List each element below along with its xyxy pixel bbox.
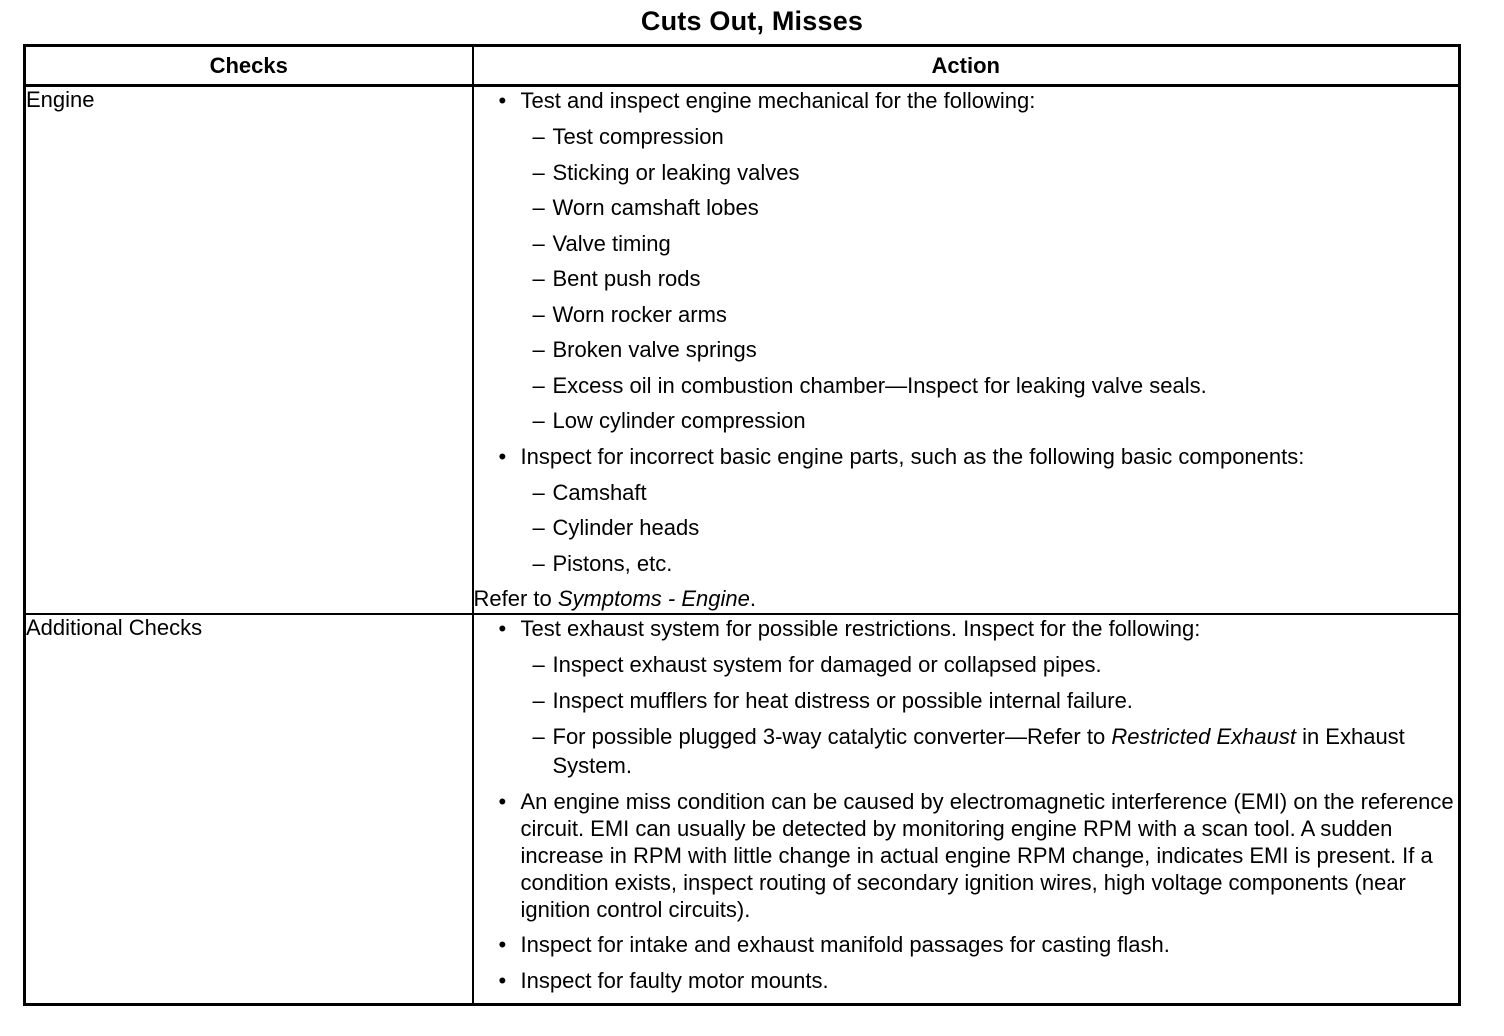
- action-bullet: • Test and inspect engine mechanical for the following:: [474, 87, 1459, 115]
- action-subitem: – Low cylinder compression: [474, 407, 1459, 435]
- action-subitem: – Bent push rods: [474, 265, 1459, 293]
- action-cell-additional: [473, 614, 1460, 1004]
- refer-note: [474, 585, 1459, 613]
- check-cell-engine: Engine: [25, 86, 473, 615]
- refer-link-symptoms-engine[interactable]: Symptoms - Engine: [557, 586, 750, 611]
- refer-suffix: .: [749, 586, 756, 611]
- subitem-prefix: For possible plugged 3-way catalytic converter—Refer to: [552, 724, 1112, 749]
- action-subitem: – Pistons, etc.: [474, 550, 1459, 578]
- action-subitem: – Test compression: [474, 123, 1459, 151]
- action-subitem: – Broken valve springs: [474, 336, 1459, 364]
- page-title: Cuts Out, Misses: [640, 6, 864, 36]
- action-bullet: • Test exhaust system for possible restrictions. Inspect for the following:: [474, 615, 1459, 643]
- diagnostic-table: [23, 44, 1461, 1006]
- column-header-checks: Checks: [25, 46, 473, 86]
- column-header-action: Action: [473, 46, 1460, 86]
- action-bullet: • Inspect for incorrect basic engine parts, such as the following basic components:: [474, 443, 1459, 471]
- subitem-suffix: in Exhaust System.: [552, 724, 1405, 778]
- table-row: [25, 86, 1460, 615]
- action-subitem: – Worn rocker arms: [474, 301, 1459, 329]
- action-subitem: – Camshaft: [474, 479, 1459, 507]
- action-bullet: • Inspect for faulty motor mounts.: [474, 967, 1459, 995]
- table-row: [25, 614, 1460, 1004]
- action-subitem: – Inspect mufflers for heat distress or possible internal failure.: [474, 687, 1459, 715]
- refer-link-restricted-exhaust[interactable]: Restricted Exhaust: [1111, 724, 1296, 749]
- action-subitem: – Cylinder heads: [474, 514, 1459, 542]
- action-subitem: – Valve timing: [474, 230, 1459, 258]
- action-subitem: – Worn camshaft lobes: [474, 194, 1459, 222]
- action-subitem: – Inspect exhaust system for damaged or collapsed pipes.: [474, 651, 1459, 679]
- action-subitem: – Excess oil in combustion chamber—Inspect for leaking valve seals.: [474, 372, 1459, 400]
- action-subitem: [474, 722, 1459, 780]
- refer-prefix: Refer to: [473, 586, 558, 611]
- action-bullet: • Inspect for intake and exhaust manifold passages for casting flash.: [474, 931, 1459, 959]
- action-bullet: • An engine miss condition can be caused by electromagnetic interference (EMI) on the reference circuit. EMI can usually be detected by monitoring engine RPM with a scan tool. A sudden increase in RPM with little change in actual engine RPM change, indicates EMI is present. If a condition exists, inspect routing of secondary ignition wires, high voltage components (near ignition control circuits).: [474, 788, 1459, 923]
- check-cell-additional: Additional Checks: [25, 614, 473, 1004]
- action-cell-engine: [473, 86, 1460, 615]
- table-header-row: [25, 46, 1460, 86]
- action-subitem: – Sticking or leaking valves: [474, 159, 1459, 187]
